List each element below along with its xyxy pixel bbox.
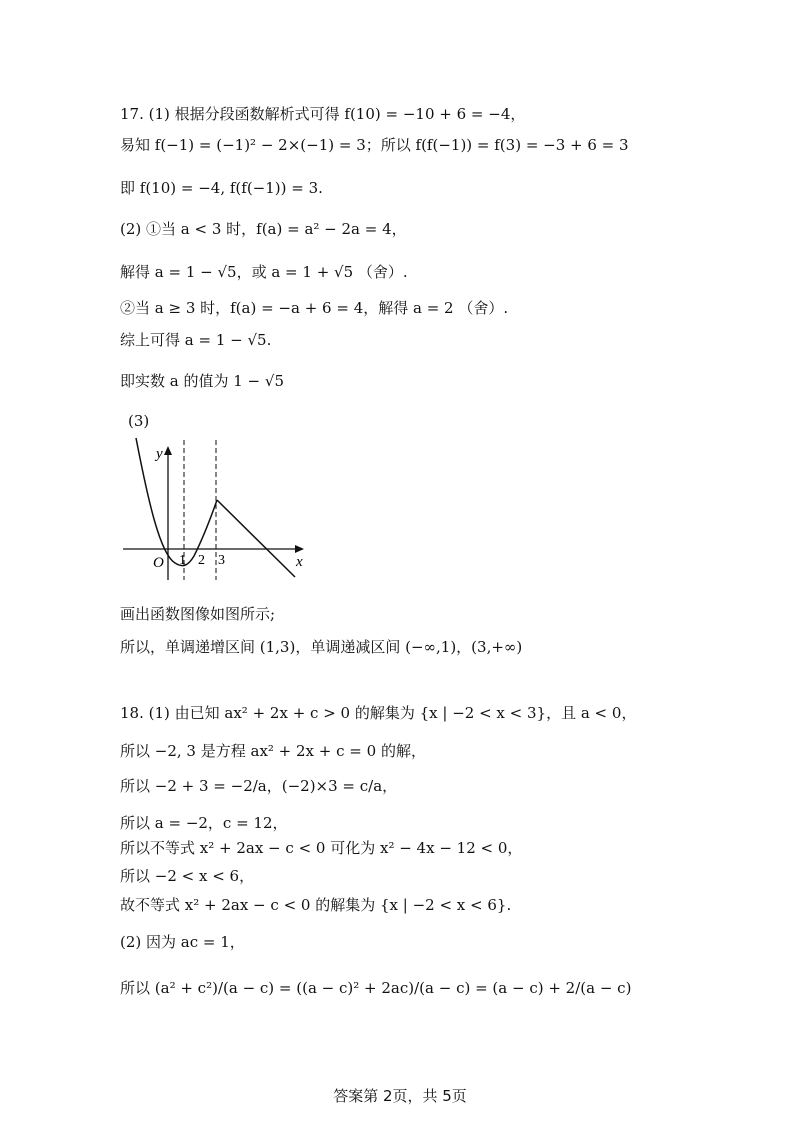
function-graph <box>120 430 320 585</box>
x-axis-label: x <box>296 554 303 570</box>
x-axis-arrow <box>295 545 304 553</box>
tick-label-1: 1 <box>179 553 186 568</box>
tick-label-3: 3 <box>218 553 225 568</box>
q17-part1-line2: 易知 f(−1) = (−1)² − 2×(−1) = 3；所以 f(f(−1)) = f(3) = −3 + 6 = 3 <box>120 136 629 154</box>
parabola-curve <box>136 438 217 566</box>
q17-part3-line2: 所以，单调递增区间 (1,3)，单调递减区间 (−∞,1)，(3,+∞) <box>120 638 523 656</box>
q17-part2-line3: ②当 a ≥ 3 时，f(a) = −a + 6 = 4，解得 a = 2 （舍）. <box>120 299 509 317</box>
q18-part2-line2: 所以 (a² + c²)/(a − c) = ((a − c)² + 2ac)/(a − c) = (a − c) + 2/(a − c) <box>120 979 632 997</box>
q18-part1-line4: 所以 a = −2，c = 12， <box>120 814 288 832</box>
q18-part1-line7: 故不等式 x² + 2ax − c < 0 的解集为 {x | −2 < x < 6}. <box>120 896 512 914</box>
q17-part3-label: (3) <box>128 412 150 430</box>
q18-part1-line5: 所以不等式 x² + 2ax − c < 0 可化为 x² − 4x − 12 < 0， <box>120 839 523 857</box>
q18-part1-line3: 所以 −2 + 3 = −2/a，(−2)×3 = c/a， <box>120 777 398 795</box>
origin-label: O <box>153 555 164 571</box>
q18-part2-line1: (2) 因为 ac = 1， <box>120 933 245 951</box>
q17-part2-line1: (2) ①当 a < 3 时，f(a) = a² − 2a = 4， <box>120 220 407 238</box>
q18-part1-line6: 所以 −2 < x < 6， <box>120 867 255 885</box>
q18-part1-line1: 18. (1) 由已知 ax² + 2x + c > 0 的解集为 {x | −2 < x < 3}，且 a < 0， <box>120 704 637 722</box>
tick-label-2: 2 <box>198 553 205 568</box>
y-axis-label: y <box>156 446 163 462</box>
q17-part1-line3: 即 f(10) = −4, f(f(−1)) = 3. <box>120 179 323 197</box>
q17-part2-line4: 综上可得 a = 1 − √5. <box>120 331 272 349</box>
q17-part2-line5: 即实数 a 的值为 1 − √5 <box>120 372 284 390</box>
page-footer: 答案第 2页，共 5页 <box>333 1087 467 1105</box>
y-axis-arrow <box>164 446 172 455</box>
q18-part1-line2: 所以 −2, 3 是方程 ax² + 2x + c = 0 的解， <box>120 742 426 760</box>
q17-part2-line2: 解得 a = 1 − √5，或 a = 1 + √5 （舍）. <box>120 263 408 281</box>
q17-part3-line1: 画出函数图像如图所示; <box>120 605 276 623</box>
linear-segment <box>217 500 295 577</box>
q17-part1-line1: 17. (1) 根据分段函数解析式可得 f(10) = −10 + 6 = −4， <box>120 105 526 123</box>
